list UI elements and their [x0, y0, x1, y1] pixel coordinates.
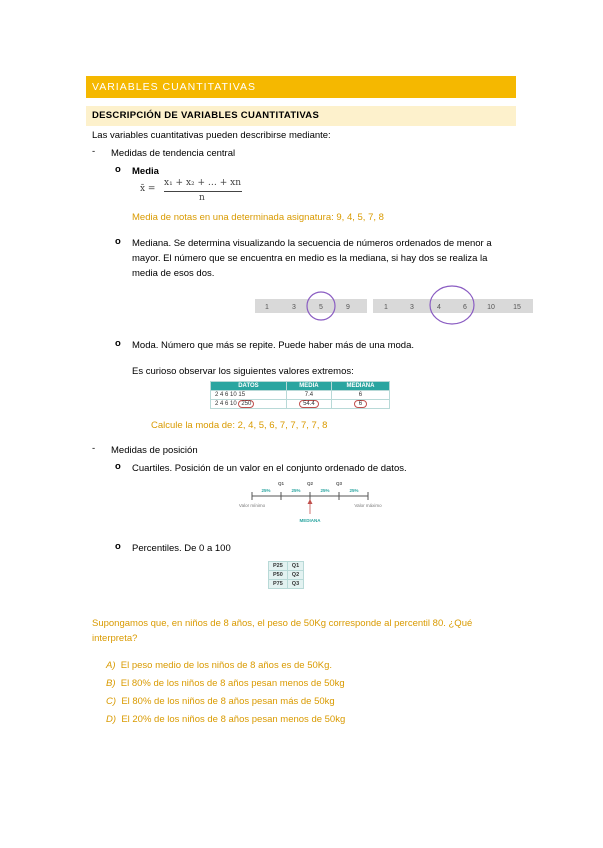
position-heading: Medidas de posición	[111, 445, 198, 456]
cuartiles-text: Cuartiles. Posición de un valor en el conjunto ordenado de datos.	[132, 463, 407, 474]
option-b[interactable]	[106, 675, 345, 693]
circle-bullet: o	[115, 236, 121, 247]
q3-label: Q3	[335, 481, 343, 486]
seq2-num: 6	[463, 304, 467, 311]
max-label: Valor máximo	[354, 503, 382, 508]
table-row	[211, 391, 390, 400]
media-label: Media	[132, 166, 159, 177]
header-datos: DATOS	[211, 382, 287, 391]
option-text: El peso medio de los niños de 8 años es de 50Kg.	[120, 660, 333, 671]
intro-text: Las variables cuantitativas pueden describirse mediante:	[92, 130, 331, 141]
cell-p: P25	[269, 562, 288, 571]
seq2-num: 10	[487, 304, 495, 311]
circled-media: 54.4	[299, 400, 319, 408]
table-row	[269, 562, 304, 571]
cell-p: P50	[269, 571, 288, 580]
option-letter: D)	[106, 714, 117, 725]
circle-bullet: o	[115, 338, 121, 349]
media-example: Media de notas en una determinada asignatura: 9, 4, 5, 7, 8	[132, 212, 384, 223]
pct-label: 25%	[291, 488, 301, 493]
seq2-num: 3	[410, 304, 414, 311]
circle-bullet: o	[115, 164, 121, 175]
table-row	[211, 400, 390, 409]
mediana-line-3: media de esos dos.	[132, 268, 215, 279]
extremes-table-wrap	[210, 381, 390, 409]
section-subtitle: DESCRIPCIÓN DE VARIABLES CUANTITATIVAS	[86, 106, 516, 126]
header-mediana: MEDIANA	[331, 382, 389, 391]
formula-numerator: x₁ + x₂ + … + xn	[164, 178, 242, 188]
option-d[interactable]	[106, 711, 345, 729]
cell-datos	[211, 400, 287, 409]
option-letter: B)	[106, 678, 116, 689]
cell-q: Q3	[287, 580, 303, 589]
question-text	[92, 616, 472, 646]
page-title: VARIABLES CUANTITATIVAS	[86, 76, 516, 98]
cell-q: Q1	[287, 562, 303, 571]
mediana-line-1: Mediana. Se determina visualizando la secuencia de números ordenados de menor a	[132, 238, 492, 249]
sequence-2-bar	[373, 299, 533, 313]
formula-denominator: n	[199, 193, 205, 203]
option-text: El 20% de los niños de 8 años pesan menos de 50kg	[121, 714, 346, 725]
cell-media	[286, 400, 331, 409]
cell-q: Q2	[287, 571, 303, 580]
cell-mediana	[331, 400, 389, 409]
seq2-num: 4	[437, 304, 441, 311]
moda-text: Moda. Número que más se repite. Puede haber más de una moda.	[132, 340, 414, 351]
percentile-table	[268, 561, 304, 589]
seq2-num: 1	[384, 304, 388, 311]
cell-p: P75	[269, 580, 288, 589]
dash-bullet: -	[92, 146, 96, 157]
header-media: MEDIA	[286, 382, 331, 391]
option-c[interactable]	[106, 693, 345, 711]
option-text: El 80% de los niños de 8 años pesan menos de 50kg	[120, 678, 345, 689]
sequence-1-bar	[255, 299, 367, 313]
datos-values: 2 4 6 10	[215, 401, 237, 407]
cell-datos: 2 4 6 10 15	[211, 391, 287, 400]
option-text: El 80% de los niños de 8 años pesan más de 50kg	[121, 696, 335, 707]
seq1-num: 9	[346, 304, 350, 311]
question-line-1: Supongamos que, en niños de 8 años, el peso de 50Kg corresponde al percentil 80. ¿Qué	[92, 618, 473, 629]
central-heading: Medidas de tendencia central	[111, 148, 236, 159]
dash-bullet: -	[92, 443, 96, 454]
percentile-table-wrap	[268, 561, 304, 589]
extremes-table	[210, 381, 390, 409]
option-letter: C)	[106, 696, 117, 707]
mediana-description	[132, 236, 522, 281]
percentiles-text: Percentiles. De 0 a 100	[132, 543, 231, 554]
median-arrowhead	[308, 499, 313, 504]
option-letter: A)	[106, 660, 116, 671]
question-line-2: interpreta?	[92, 633, 138, 644]
mediana-line-2: mayor. El número que se encuentra en medio es la mediana, si hay dos se realiza la	[132, 253, 488, 264]
table-row	[269, 580, 304, 589]
q1-label: Q1	[277, 481, 285, 486]
circled-mediana: 6	[354, 400, 367, 408]
seq1-num: 1	[265, 304, 269, 311]
moda-exercise: Calcule la moda de: 2, 4, 5, 6, 7, 7, 7, 7, 8	[151, 420, 328, 431]
answer-options	[106, 657, 345, 729]
mediana-sequence-graphic	[255, 284, 533, 326]
table-row	[269, 571, 304, 580]
formula-lhs: x̄ =	[140, 184, 156, 194]
extremes-note: Es curioso observar los siguientes valores extremos:	[132, 366, 354, 377]
circle-bullet: o	[115, 541, 121, 552]
median-label: MEDIANA	[299, 518, 321, 523]
pct-label: 25%	[261, 488, 271, 493]
circle-bullet: o	[115, 461, 121, 472]
quartile-diagram	[236, 478, 386, 526]
circled-outlier: 250	[238, 400, 254, 408]
option-a[interactable]	[106, 657, 345, 675]
min-label: Valor mínimo	[238, 503, 266, 508]
cell-media: 7.4	[286, 391, 331, 400]
formula-fraction-line	[164, 191, 242, 192]
seq1-num: 3	[292, 304, 296, 311]
table-header-row	[211, 382, 390, 391]
seq1-num: 5	[319, 304, 323, 311]
pct-label: 25%	[320, 488, 330, 493]
seq2-num: 15	[513, 304, 521, 311]
q2-label: Q2	[306, 481, 314, 486]
pct-label: 25%	[349, 488, 359, 493]
cell-mediana: 6	[331, 391, 389, 400]
